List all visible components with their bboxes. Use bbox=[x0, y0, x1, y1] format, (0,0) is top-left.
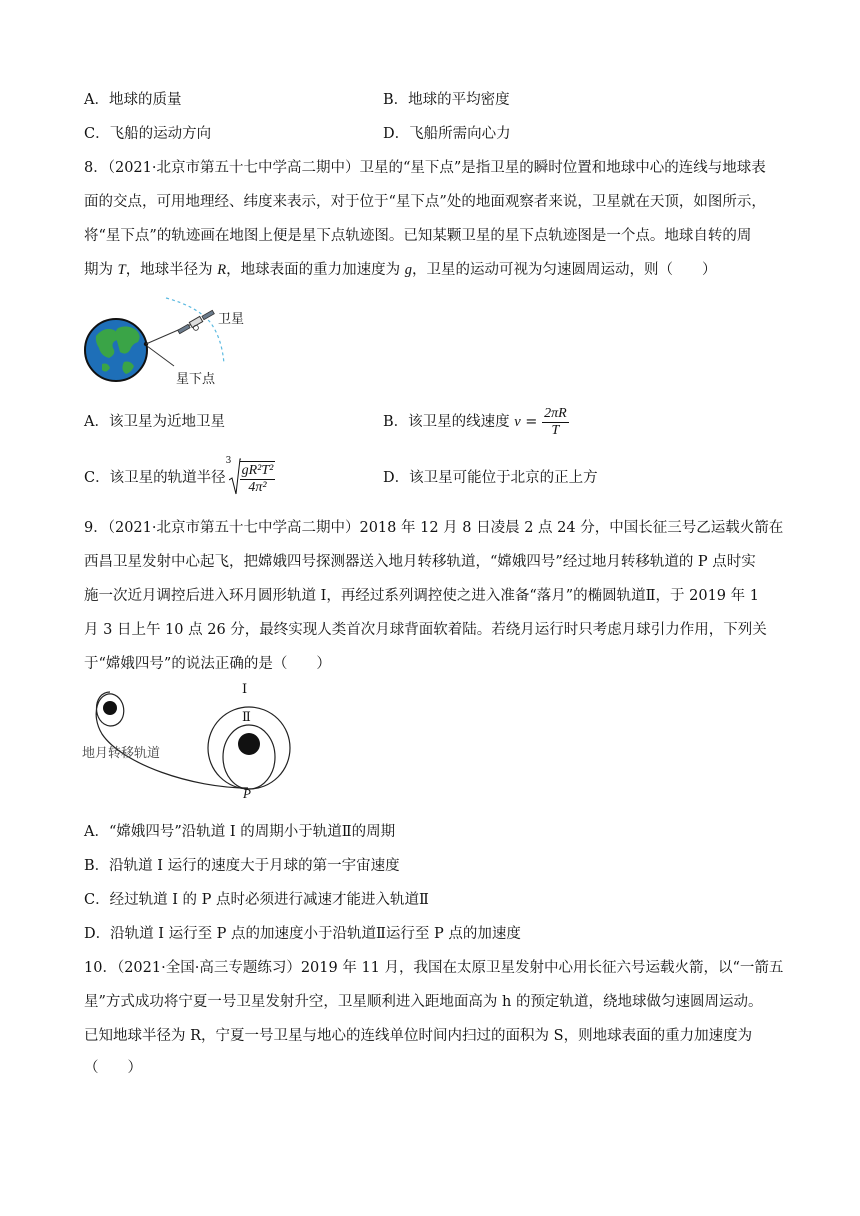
satellite-label: 卫星 bbox=[218, 312, 245, 327]
q8-option-b-text: B．该卫星的线速度 bbox=[383, 414, 515, 430]
q7-option-a: A．地球的质量 bbox=[84, 92, 182, 108]
var-v: v bbox=[514, 414, 521, 430]
q8-stem-line-4 bbox=[84, 260, 717, 280]
var-T: T bbox=[117, 262, 126, 278]
q8-stem-line-2: 面的交点，可用地理经、纬度来表示，对于位于“星下点”处的地面观察者来说，卫星就在天顶，如图所示， bbox=[84, 194, 766, 210]
point-P-label: P bbox=[243, 786, 251, 801]
fraction-2piR-over-T bbox=[542, 406, 569, 439]
q9-stem-line-3: 施一次近月调控后进入环月圆形轨道 I，再经过系列调控使之进入准备“落月”的椭圆轨道Ⅱ，于 2019 年 1 bbox=[84, 588, 759, 604]
fraction-denominator: T bbox=[551, 422, 560, 438]
q10-stem-line-3: 已知地球半径为 R，宁夏一号卫星与地心的连线单位时间内扫过的面积为 S，则地球表面的重力加速度为 bbox=[84, 1028, 753, 1044]
orbit-I-label: I bbox=[242, 682, 248, 697]
q7-option-b: B．地球的平均密度 bbox=[383, 92, 510, 108]
q10-stem-line-4: （ ） bbox=[84, 1060, 142, 1076]
root-index: 3 bbox=[225, 456, 232, 466]
subpoint-label: 星下点 bbox=[176, 372, 216, 387]
q9-option-b: B．沿轨道 I 运行的速度大于月球的第一宇宙速度 bbox=[84, 858, 400, 874]
cube-root-expression bbox=[226, 458, 276, 498]
fraction-numerator: gR²T² bbox=[241, 462, 274, 478]
q8-line4-mid1: ，地球半径为 bbox=[125, 262, 218, 278]
q8-line4-post: ，卫星的运动可视为匀速圆周运动，则（ ） bbox=[412, 262, 717, 278]
q8-option-c-text: C．该卫星的轨道半径 bbox=[84, 470, 226, 486]
q8-option-d: D．该卫星可能位于北京的正上方 bbox=[383, 470, 598, 486]
q7-option-c: C．飞船的运动方向 bbox=[84, 126, 212, 142]
orbit-II-label: Ⅱ bbox=[242, 710, 251, 725]
fraction-gR2T2-over-4pi2 bbox=[240, 461, 276, 496]
transfer-orbit-label: 地月转移轨道 bbox=[82, 746, 161, 761]
fraction-numerator: 2πR bbox=[544, 405, 567, 421]
var-g: g bbox=[404, 262, 413, 278]
radical-sign-icon bbox=[229, 458, 241, 496]
q9-stem-line-2: 西昌卫星发射中心起飞，把嫦娥四号探测器送入地月转移轨道，“嫦娥四号”经过地月转移轨道的 P 点时实 bbox=[84, 554, 756, 570]
q9-option-a: A．“嫦娥四号”沿轨道 I 的周期小于轨道Ⅱ的周期 bbox=[84, 824, 396, 840]
q8-option-a: A．该卫星为近地卫星 bbox=[84, 414, 225, 430]
q8-option-b: B．该卫星的线速度 v = $\frac{2\pi R}{T}$ bbox=[383, 405, 567, 438]
q10-stem-line-2: 星”方式成功将宁夏一号卫星发射升空，卫星顺利进入距地面高为 h 的预定轨道，绕地球做匀速圆周运动。 bbox=[84, 994, 763, 1010]
q9-lunar-orbit-figure bbox=[82, 684, 302, 802]
q8-stem-line-1: 8．（2021·北京市第五十七中学高二期中）卫星的“星下点”是指卫星的瞬时位置和地球中心的连线与地球表 bbox=[84, 160, 766, 176]
q10-stem-line-1: 10．（2021·全国·高三专题练习）2019 年 11 月，我国在太原卫星发射中心用长征六号运载火箭，以“一箭五 bbox=[84, 960, 784, 976]
q8-stem-line-3: 将“星下点”的轨迹画在地图上便是星下点轨迹图。已知某颗卫星的星下点轨迹图是一个点。地球自转的周 bbox=[84, 228, 752, 244]
var-R: R bbox=[217, 262, 227, 278]
q9-option-d: D．沿轨道 I 运行至 P 点的加速度小于沿轨道Ⅱ运行至 P 点的加速度 bbox=[84, 926, 521, 942]
q9-stem-line-5: 于“嫦娥四号”的说法正确的是（ ） bbox=[84, 656, 331, 672]
q8-option-c bbox=[84, 458, 275, 498]
q8-line4-mid2: ，地球表面的重力加速度为 bbox=[226, 262, 405, 278]
q8-line4-pre: 期为 bbox=[84, 262, 118, 278]
q9-stem-line-1: 9．（2021·北京市第五十七中学高二期中）2018 年 12 月 8 日凌晨 2 点 24 分，中国长征三号乙运载火箭在 bbox=[84, 520, 784, 536]
q7-option-d: D．飞船所需向心力 bbox=[383, 126, 511, 142]
q9-option-c: C．经过轨道 I 的 P 点时必须进行减速才能进入轨道Ⅱ bbox=[84, 892, 429, 908]
fraction-denominator: 4π² bbox=[248, 479, 267, 495]
q9-stem-line-4: 月 3 日上午 10 点 26 分，最终实现人类首次月球背面软着陆。若绕月运行时只考虑月球引力作用，下列关 bbox=[84, 622, 767, 638]
q8-earth-satellite-figure bbox=[84, 292, 274, 388]
